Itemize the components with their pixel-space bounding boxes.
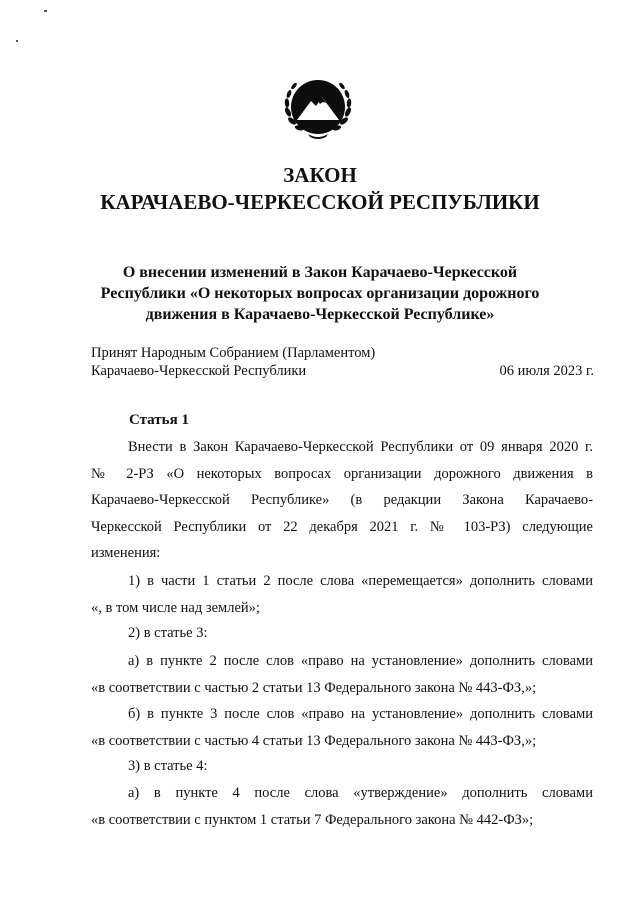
- subject-line: движения в Карачаево-Черкесской Республике»: [145, 306, 495, 323]
- paragraph-line: а) в пункте 4 после слова «утверждение» дополнить словами: [128, 785, 593, 801]
- list-item-2a: [91, 648, 593, 701]
- list-item-3a: [91, 780, 593, 833]
- list-item-3: [91, 753, 593, 780]
- subject-line: Республики «О некоторых вопросах организации дорожного: [100, 285, 540, 302]
- paragraph-line: Внести в Закон Карачаево-Черкесской Республики от 09 января 2020 г.: [128, 439, 593, 455]
- adoption-date: 06 июля 2023 г.: [499, 363, 594, 379]
- adoption-line: Карачаево-Черкесской Республики: [91, 363, 307, 379]
- document-type-title: ЗАКОН: [283, 163, 357, 187]
- scan-speck: [44, 10, 47, 12]
- adoption-line: Принят Народным Собранием (Парламентом): [91, 345, 376, 361]
- paragraph-line: а) в пункте 2 после слов «право на установление» дополнить словами: [128, 653, 593, 669]
- paragraph-line: «в соответствии с частью 2 статьи 13 Федерального закона № 443-ФЗ,»;: [91, 679, 537, 696]
- paragraph-line: 2) в статье 3:: [128, 625, 208, 641]
- article-intro-paragraph: [91, 434, 593, 567]
- paragraph-line: Черкесской Республики от 22 декабря 2021 г. № 103-РЗ) следующие: [91, 518, 593, 535]
- law-subject: [60, 262, 580, 325]
- paragraph-line: «в соответствии с частью 4 статьи 13 Федерального закона № 443-ФЗ,»;: [91, 732, 537, 749]
- republic-emblem-icon: [278, 72, 358, 142]
- subject-line: О внесении изменений в Закон Карачаево-Черкесской: [122, 264, 518, 281]
- list-item-2: [91, 620, 593, 647]
- paragraph-line: 1) в части 1 статьи 2 после слова «перемещается» дополнить словами: [128, 573, 593, 589]
- list-item-2b: [91, 701, 593, 754]
- paragraph-line: б) в пункте 3 после слов «право на установление» дополнить словами: [128, 706, 593, 722]
- paragraph-line: Карачаево-Черкесской Республике» (в редакции Закона Карачаево-: [91, 492, 593, 508]
- republic-title: КАРАЧАЕВО-ЧЕРКЕССКОЙ РЕСПУБЛИКИ: [100, 190, 540, 214]
- article-heading: Статья 1: [129, 412, 189, 428]
- list-item-1: [91, 568, 593, 621]
- paragraph-line: «, в том числе над землей»;: [91, 599, 260, 616]
- paragraph-line: № 2-РЗ «О некоторых вопросах организации дорожного движения в: [91, 465, 593, 482]
- paragraph-line: изменения:: [91, 545, 161, 561]
- scan-speck: [16, 40, 18, 42]
- paragraph-line: «в соответствии с пунктом 1 статьи 7 Федерального закона № 442-ФЗ»;: [91, 811, 534, 828]
- paragraph-line: 3) в статье 4:: [128, 758, 208, 774]
